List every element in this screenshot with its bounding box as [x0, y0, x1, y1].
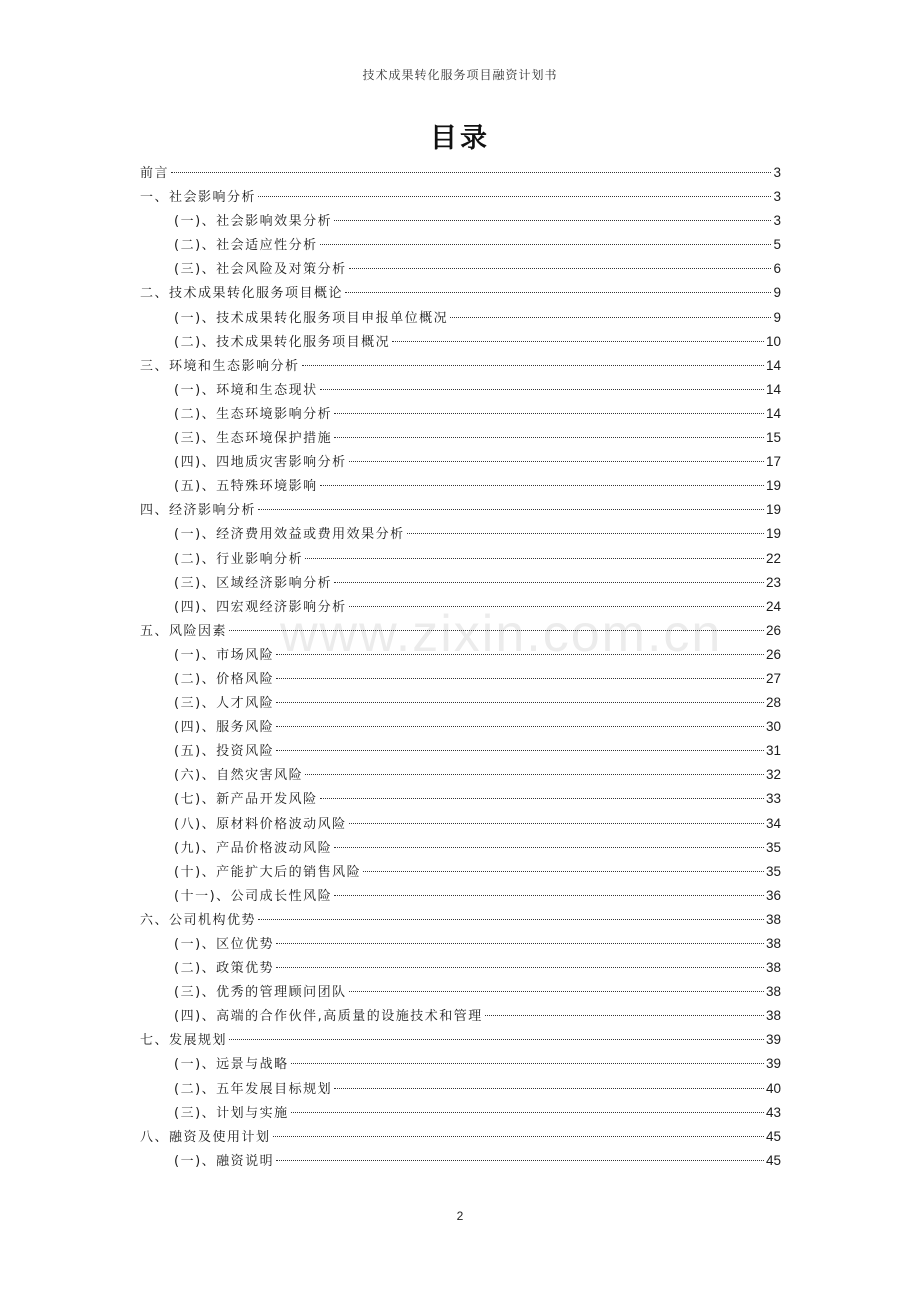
toc-dot-leader [349, 606, 764, 607]
toc-entry[interactable] [140, 956, 781, 980]
toc-dot-leader [334, 895, 764, 896]
table-of-contents [140, 161, 781, 1173]
toc-entry-page: 19 [765, 478, 781, 494]
toc-entry-label: (三)、人才风险 [174, 696, 275, 712]
toc-entry-page: 9 [773, 309, 781, 325]
toc-entry-page: 3 [773, 189, 781, 205]
toc-entry-label: 四、经济影响分析 [140, 503, 257, 519]
toc-entry[interactable] [140, 498, 781, 522]
toc-entry-label: (十一)、公司成长性风险 [174, 888, 333, 904]
toc-entry[interactable] [140, 860, 781, 884]
toc-dot-leader [276, 654, 764, 655]
toc-entry-label: (二)、五年发展目标规划 [174, 1081, 333, 1097]
toc-entry-label: (三)、社会风险及对策分析 [174, 262, 347, 278]
toc-dot-leader [276, 1160, 764, 1161]
toc-dot-leader [258, 919, 764, 920]
toc-entry[interactable] [140, 715, 781, 739]
toc-dot-leader [276, 967, 764, 968]
toc-dot-leader [305, 774, 764, 775]
toc-entry[interactable] [140, 378, 781, 402]
toc-dot-leader [334, 582, 764, 583]
toc-entry[interactable] [140, 281, 781, 305]
toc-entry-page: 38 [765, 960, 781, 976]
toc-entry[interactable] [140, 763, 781, 787]
toc-entry[interactable] [140, 595, 781, 619]
toc-entry[interactable] [140, 209, 781, 233]
toc-entry-label: (五)、五特殊环境影响 [174, 479, 318, 495]
toc-entry[interactable] [140, 739, 781, 763]
toc-entry-label: (一)、远景与战略 [174, 1057, 289, 1073]
toc-entry-page: 30 [765, 719, 781, 735]
toc-entry[interactable] [140, 787, 781, 811]
toc-entry-label: (十)、产能扩大后的销售风险 [174, 864, 362, 880]
toc-entry-label: (五)、投资风险 [174, 744, 275, 760]
toc-entry-label: (二)、行业影响分析 [174, 551, 304, 567]
toc-dot-leader [392, 341, 764, 342]
toc-entry-page: 38 [765, 984, 781, 1000]
toc-entry-page: 19 [765, 502, 781, 518]
toc-entry[interactable] [140, 1149, 781, 1173]
toc-entry-label: (四)、四地质灾害影响分析 [174, 455, 347, 471]
toc-entry[interactable] [140, 980, 781, 1004]
toc-entry[interactable] [140, 354, 781, 378]
toc-entry[interactable] [140, 1004, 781, 1028]
toc-entry-page: 45 [765, 1152, 781, 1168]
toc-dot-leader [291, 1063, 764, 1064]
toc-dot-leader [345, 292, 771, 293]
toc-dot-leader [258, 509, 764, 510]
toc-entry[interactable] [140, 161, 781, 185]
toc-entry-label: 二、技术成果转化服务项目概论 [140, 286, 344, 302]
toc-entry[interactable] [140, 667, 781, 691]
toc-dot-leader [349, 823, 764, 824]
toc-entry-page: 6 [773, 261, 781, 277]
toc-dot-leader [485, 1015, 764, 1016]
toc-entry-label: 前言 [140, 166, 170, 181]
toc-entry[interactable] [140, 233, 781, 257]
page-title: 目录 [430, 123, 490, 154]
toc-entry-label: (三)、计划与实施 [174, 1105, 289, 1121]
toc-entry[interactable] [140, 812, 781, 836]
toc-dot-leader [320, 389, 764, 390]
toc-entry-page: 17 [765, 454, 781, 470]
toc-entry-label: (一)、技术成果转化服务项目申报单位概况 [174, 310, 449, 326]
toc-dot-leader [450, 317, 771, 318]
toc-entry-page: 26 [765, 622, 781, 638]
toc-entry[interactable] [140, 1101, 781, 1125]
toc-entry[interactable] [140, 522, 781, 546]
toc-entry[interactable] [140, 619, 781, 643]
toc-entry-label: (四)、高端的合作伙伴,高质量的设施技术和管理 [174, 1009, 483, 1025]
toc-entry-page: 26 [765, 646, 781, 662]
toc-dot-leader [276, 702, 764, 703]
toc-dot-leader [320, 485, 764, 486]
toc-entry[interactable] [140, 643, 781, 667]
toc-entry-page: 28 [765, 695, 781, 711]
toc-dot-leader [334, 220, 771, 221]
toc-entry-label: (二)、生态环境影响分析 [174, 406, 333, 422]
toc-dot-leader [334, 413, 764, 414]
toc-dot-leader [349, 991, 764, 992]
toc-entry-label: (一)、环境和生态现状 [174, 382, 318, 398]
toc-entry[interactable] [140, 1052, 781, 1076]
toc-dot-leader [349, 461, 764, 462]
toc-entry-label: (八)、原材料价格波动风险 [174, 816, 347, 832]
toc-dot-leader [363, 871, 764, 872]
toc-dot-leader [291, 1112, 764, 1113]
toc-entry-page: 45 [765, 1128, 781, 1144]
toc-entry-page: 14 [765, 357, 781, 373]
toc-entry-label: 一、社会影响分析 [140, 190, 257, 206]
toc-entry-page: 35 [765, 839, 781, 855]
toc-entry-page: 10 [765, 333, 781, 349]
toc-dot-leader [334, 1088, 764, 1089]
toc-dot-leader [320, 798, 764, 799]
toc-dot-leader [334, 437, 764, 438]
toc-dot-leader [229, 630, 764, 631]
toc-entry[interactable] [140, 330, 781, 354]
toc-entry-page: 3 [773, 165, 781, 180]
toc-entry[interactable] [140, 1077, 781, 1101]
toc-entry-page: 38 [765, 1008, 781, 1024]
toc-entry-label: (一)、融资说明 [174, 1153, 275, 1169]
toc-entry-page: 9 [773, 285, 781, 301]
toc-entry[interactable] [140, 1028, 781, 1052]
toc-dot-leader [276, 678, 764, 679]
toc-dot-leader [407, 533, 764, 534]
toc-entry[interactable] [140, 908, 781, 932]
toc-entry-page: 32 [765, 767, 781, 783]
toc-entry[interactable] [140, 571, 781, 595]
toc-entry[interactable] [140, 306, 781, 330]
toc-entry[interactable] [140, 547, 781, 571]
toc-dot-leader [320, 244, 772, 245]
toc-entry-label: 六、公司机构优势 [140, 912, 257, 928]
watermark: www.zixin.com.cn [280, 605, 723, 663]
toc-entry[interactable] [140, 402, 781, 426]
toc-entry[interactable] [140, 1125, 781, 1149]
toc-entry-label: 八、融资及使用计划 [140, 1129, 271, 1145]
toc-entry[interactable] [140, 932, 781, 956]
running-header: 技术成果转化服务项目融资计划书 [362, 68, 558, 82]
toc-entry-page: 43 [765, 1104, 781, 1120]
toc-entry-page: 14 [765, 405, 781, 421]
toc-entry-label: 五、风险因素 [140, 623, 228, 639]
toc-entry-label: (二)、政策优势 [174, 961, 275, 977]
toc-entry-page: 40 [765, 1080, 781, 1096]
toc-entry[interactable] [140, 884, 781, 908]
toc-entry-label: (一)、市场风险 [174, 647, 275, 663]
toc-dot-leader [258, 196, 771, 197]
toc-dot-leader [273, 1136, 764, 1137]
toc-entry-page: 22 [765, 550, 781, 566]
toc-dot-leader [276, 726, 764, 727]
toc-entry-page: 34 [765, 815, 781, 831]
toc-entry-label: (二)、社会适应性分析 [174, 238, 318, 254]
toc-entry-label: (二)、价格风险 [174, 671, 275, 687]
toc-entry[interactable] [140, 185, 781, 209]
toc-entry[interactable] [140, 450, 781, 474]
toc-entry-page: 23 [765, 574, 781, 590]
toc-entry-label: (三)、生态环境保护措施 [174, 431, 333, 447]
toc-entry-page: 38 [765, 911, 781, 927]
toc-entry-page: 19 [765, 526, 781, 542]
toc-entry-label: 三、环境和生态影响分析 [140, 358, 300, 374]
toc-entry-label: (四)、服务风险 [174, 720, 275, 736]
toc-entry[interactable] [140, 426, 781, 450]
toc-entry-page: 35 [765, 863, 781, 879]
toc-entry-label: (七)、新产品开发风险 [174, 792, 318, 808]
toc-entry-label: (一)、区位优势 [174, 937, 275, 952]
toc-entry-page: 33 [765, 791, 781, 807]
toc-dot-leader [229, 1039, 764, 1040]
toc-entry-page: 38 [765, 936, 781, 951]
toc-entry-label: (四)、四宏观经济影响分析 [174, 599, 347, 615]
toc-entry-page: 14 [765, 381, 781, 397]
toc-entry[interactable] [140, 474, 781, 498]
toc-dot-leader [171, 172, 771, 173]
toc-entry-label: (九)、产品价格波动风险 [174, 840, 333, 856]
toc-entry-page: 24 [765, 598, 781, 614]
toc-entry-page: 5 [773, 237, 781, 253]
toc-dot-leader [305, 558, 764, 559]
toc-entry[interactable] [140, 836, 781, 860]
toc-dot-leader [302, 365, 764, 366]
toc-dot-leader [276, 750, 764, 751]
toc-entry-label: (三)、优秀的管理顾问团队 [174, 985, 347, 1001]
toc-entry-label: (三)、区域经济影响分析 [174, 575, 333, 591]
toc-entry-page: 3 [773, 213, 781, 229]
toc-entry-label: (六)、自然灾害风险 [174, 768, 304, 784]
toc-dot-leader [334, 847, 764, 848]
toc-entry-page: 31 [765, 743, 781, 759]
toc-entry[interactable] [140, 691, 781, 715]
toc-entry[interactable] [140, 257, 781, 281]
page-number: 2 [456, 1209, 464, 1223]
toc-entry-page: 15 [765, 430, 781, 446]
toc-dot-leader [276, 943, 764, 944]
toc-entry-page: 36 [765, 887, 781, 903]
toc-dot-leader [349, 268, 772, 269]
toc-entry-page: 39 [765, 1056, 781, 1072]
toc-entry-label: (一)、社会影响效果分析 [174, 214, 333, 230]
toc-entry-page: 27 [765, 670, 781, 686]
toc-entry-label: (一)、经济费用效益或费用效果分析 [174, 527, 405, 543]
toc-entry-label: 七、发展规划 [140, 1033, 228, 1049]
toc-entry-page: 39 [765, 1032, 781, 1048]
toc-entry-label: (二)、技术成果转化服务项目概况 [174, 334, 391, 350]
